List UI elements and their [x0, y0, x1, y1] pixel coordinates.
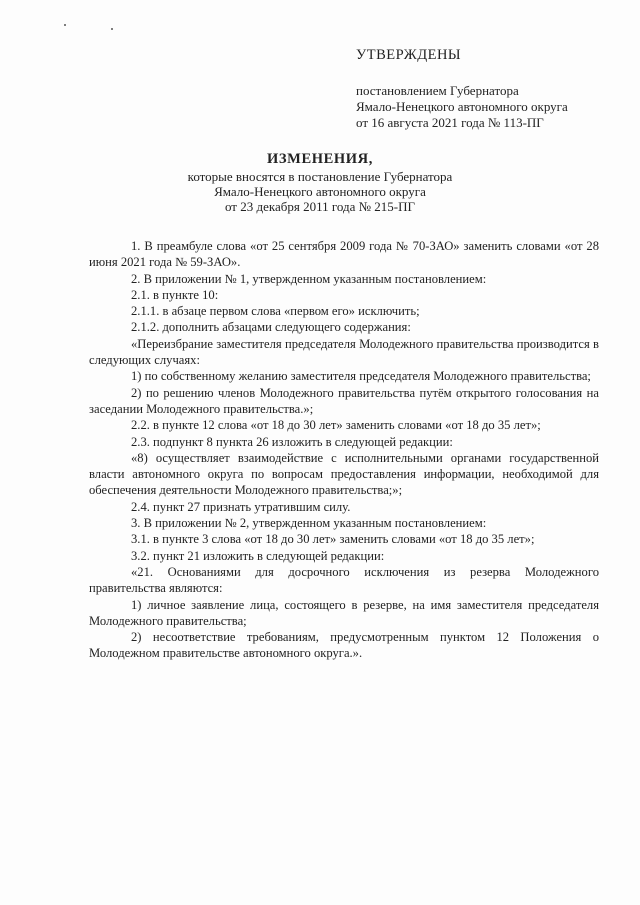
paragraph: 2) по решению членов Молодежного правительства путём открытого голосования на заседании Молодежного правительства.»;: [89, 385, 599, 416]
paragraph: 2.2. в пункте 12 слова «от 18 до 30 лет» заменить словами «от 18 до 35 лет»;: [131, 418, 541, 433]
paragraph: «Переизбрание заместителя председателя Молодежного правительства производится в следующих случаях:: [89, 336, 599, 368]
paragraph: 2.3. подпункт 8 пункта 26 изложить в следующей редакции:: [131, 434, 453, 449]
paragraph: 2. В приложении № 1, утвержденном указанным постановлением:: [131, 271, 487, 286]
approval-line: от 16 августа 2021 года № 113-ПГ: [356, 115, 544, 130]
approval-stamp: [356, 47, 568, 131]
paragraph: 1) личное заявление лица, состоящего в резерве, на имя заместителя председателя Молодежного правительства;: [89, 597, 599, 628]
document-title: ИЗМЕНЕНИЯ,: [267, 151, 373, 167]
paragraph: 2) несоответствие требованиям, предусмотренным пунктом 12 Положения о Молодежном правительстве автономного округа.».: [89, 630, 599, 661]
paragraph: 2.1.2. дополнить абзацами следующего содержания:: [131, 320, 411, 335]
paragraph: 2.1.1. в абзаце первом слова «первом его» исключить;: [131, 304, 420, 319]
paragraph: 1) по собственному желанию заместителя председателя Молодежного правительства;: [131, 369, 591, 384]
paragraph: 2.1. в пункте 10:: [131, 287, 219, 302]
paragraph: 3.1. в пункте 3 слова «от 18 до 30 лет» заменить словами «от 18 до 35 лет»;: [131, 532, 535, 547]
paragraph: 3.2. пункт 21 изложить в следующей редакции:: [131, 548, 385, 563]
title-line: Ямало-Ненецкого автономного округа: [214, 184, 426, 199]
scan-speck: [64, 24, 66, 26]
document-title-block: [0, 152, 640, 214]
paragraph: «21. Основаниями для досрочного исключения из резерва Молодежного правительства являются:: [89, 564, 599, 596]
paragraph: 1. В преамбуле слова «от 25 сентября 2009 года № 70-ЗАО» заменить словами «от 28 июня 2021 года № 59-ЗАО».: [89, 239, 599, 270]
title-line: от 23 декабря 2011 года № 215-ПГ: [224, 199, 416, 214]
title-line: которые вносятся в постановление Губернатора: [187, 169, 453, 184]
scan-specks: [64, 22, 124, 32]
approval-line: постановлением Губернатора: [356, 83, 519, 98]
paragraph: 2.4. пункт 27 признать утратившим силу.: [131, 499, 351, 514]
approval-heading: УТВЕРЖДЕНЫ: [356, 47, 462, 63]
scan-speck: [111, 28, 113, 30]
paragraph: «8) осуществляет взаимодействие с исполнительными органами государственной власти автономного округа по вопросам предоставления информации, необходимой для обеспечения деятельности Молодежного правительства;»;: [89, 450, 599, 498]
document-body: [89, 238, 599, 662]
approval-line: Ямало-Ненецкого автономного округа: [356, 99, 568, 114]
paragraph: 3. В приложении № 2, утвержденном указанным постановлением:: [131, 516, 487, 531]
